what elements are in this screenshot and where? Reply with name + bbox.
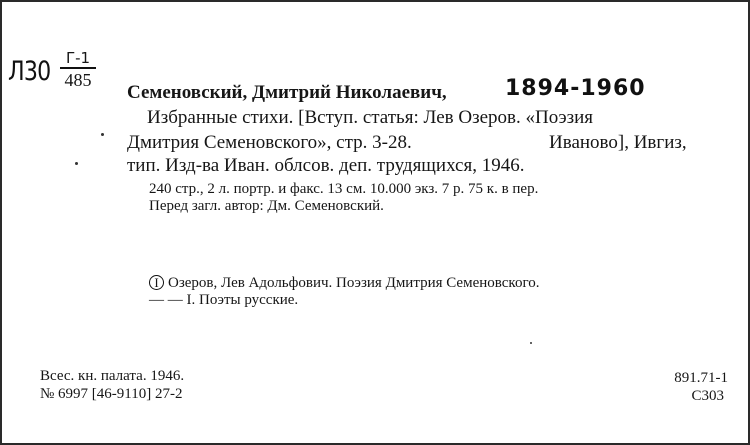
collation-line-1: 240 стр., 2 л. портр. и факс. 13 см. 10.000 экз. 7 р. 75 к. в пер. — [149, 181, 539, 197]
description-line-1: Избранные стихи. [Вступ. статья: Лев Озеров. «Поэзия — [147, 107, 594, 128]
speck-mark — [75, 162, 78, 165]
shelf-mark-denominator: 485 — [64, 70, 92, 90]
speck-mark — [530, 342, 532, 344]
author-heading: Семеновский, Дмитрий Николаевич, — [127, 82, 447, 103]
tracing-line-1 — [149, 275, 539, 292]
footer-chamber-line: Всес. кн. палата. 1946. — [40, 368, 185, 384]
author-mark: С303 — [691, 388, 724, 404]
footer-registration-line: № 6997 [46-9110] 27-2 — [40, 386, 183, 402]
collation-line-2: Перед загл. автор: Дм. Семеновский. — [149, 198, 384, 214]
shelf-mark-numerator: Г-1 — [65, 49, 91, 67]
classification-number: 891.71-1 — [674, 370, 728, 386]
shelf-mark-fraction — [60, 50, 96, 89]
fraction-bar — [60, 67, 96, 69]
tracing-line-1-text: Озеров, Лев Адольфович. Поэзия Дмитрия Семеновского. — [168, 275, 540, 291]
description-line-3: тип. Изд-ва Иван. облсов. деп. трудящихся, 1946. — [127, 155, 525, 176]
handwritten-life-dates: 1894-1960 — [505, 76, 646, 101]
circled-roman-one: I — [149, 275, 164, 290]
shelf-mark-prefix: Л30 — [8, 56, 51, 87]
speck-mark — [101, 133, 104, 136]
description-line-2a: Дмитрия Семеновского», стр. 3-28. — [127, 132, 412, 153]
description-line-2b: Иваново], Ивгиз, — [549, 132, 687, 153]
tracing-line-2: — — I. Поэты русские. — [149, 292, 299, 308]
